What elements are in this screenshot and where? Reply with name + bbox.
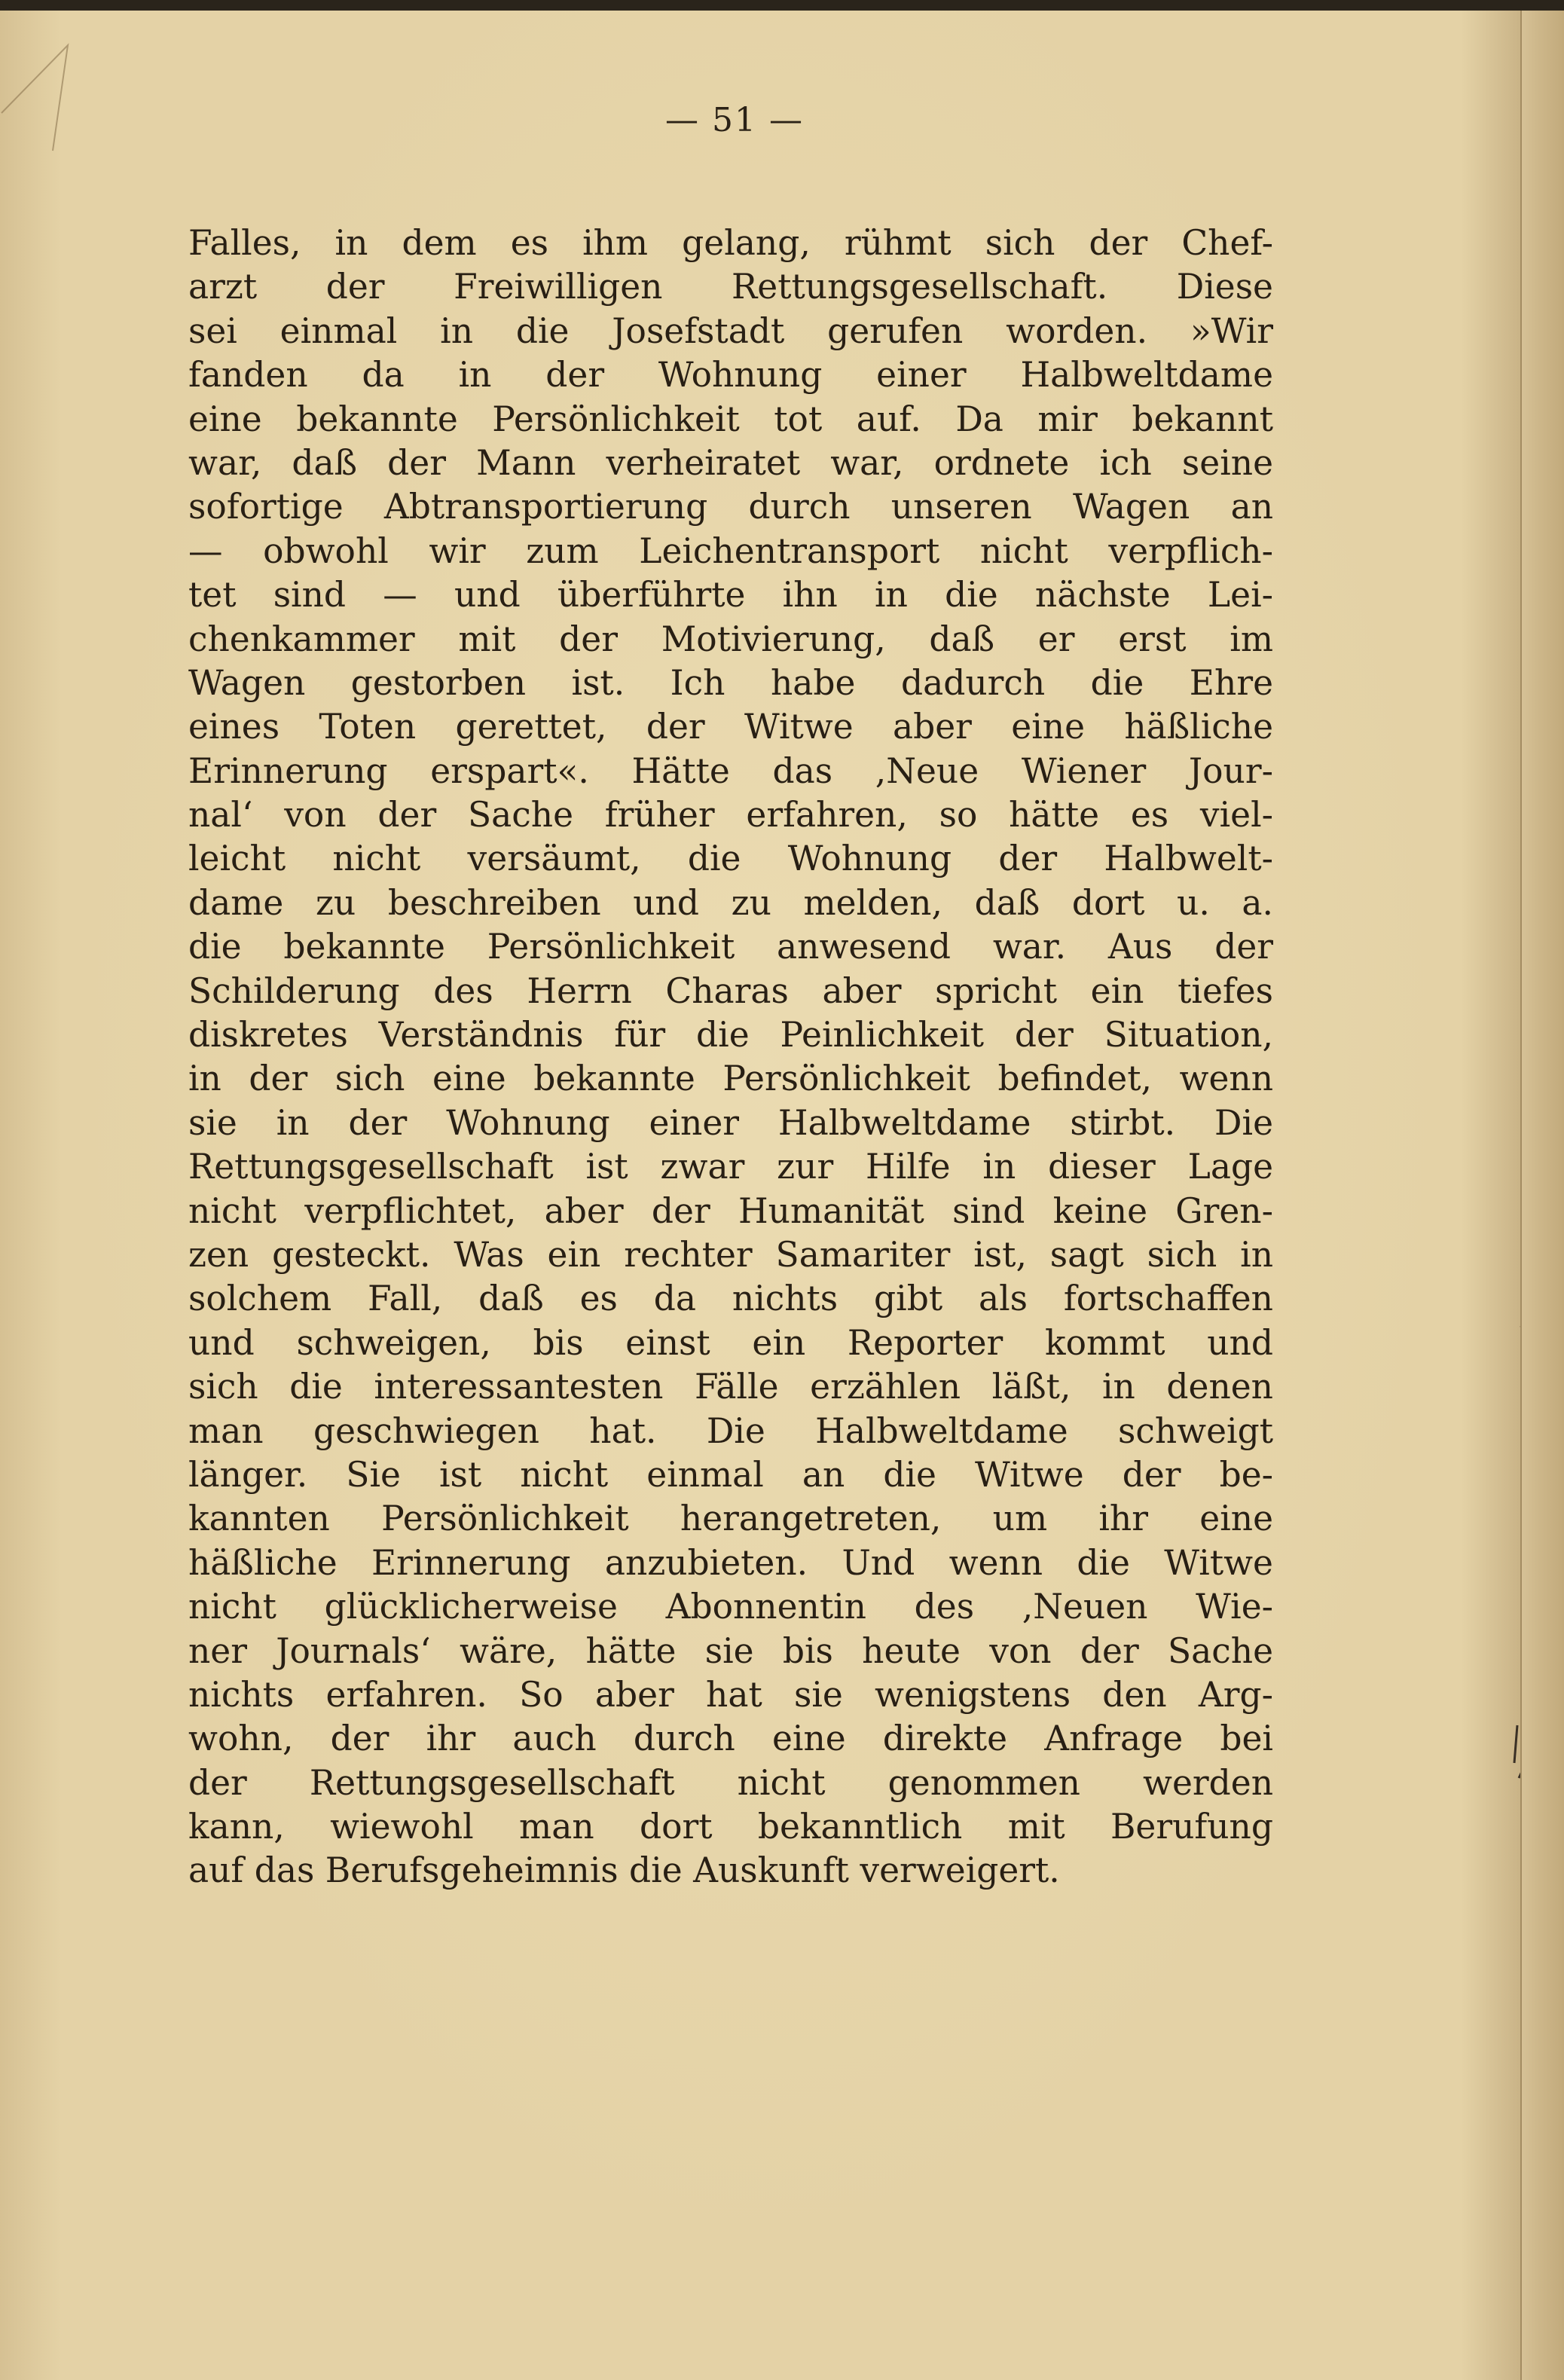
margin-pencil-mark-3 — [1507, 1710, 1522, 2102]
text-line: wohn, der ihr auch durch eine direkte Anfrage bei — [188, 1719, 1273, 1759]
text-line: solchem Fall, daß es da nichts gibt als fortschaffen — [188, 1279, 1273, 1319]
top-border — [0, 0, 1564, 11]
text-line: nal‘ von der Sache früher erfahren, so hätte es viel- — [188, 795, 1273, 836]
text-line: man geschwiegen hat. Die Halbweltdame schweigt — [188, 1410, 1273, 1451]
text-line: zen gesteckt. Was ein rechter Samariter ist, sagt sich in — [188, 1234, 1273, 1275]
text-line: nicht verpflichtet, aber der Humanität sind keine Gren- — [188, 1190, 1273, 1231]
text-line: länger. Sie ist nicht einmal an die Witwe der be- — [188, 1454, 1273, 1495]
text-line: Rettungsgesellschaft ist zwar zur Hilfe in dieser Lage — [188, 1147, 1273, 1187]
text-line: eine bekannte Persönlichkeit tot auf. Da mir bekannt — [188, 399, 1273, 439]
text-line: in der sich eine bekannte Persönlichkeit befindet, wenn — [188, 1059, 1273, 1099]
text-line: — obwohl wir zum Leichentransport nicht verpflich- — [188, 530, 1273, 571]
page-edge — [1520, 0, 1564, 2380]
text-line: Wagen gestorben ist. Ich habe dadurch die Ehre — [188, 662, 1273, 703]
text-line: dame zu beschreiben und zu melden, daß dort u. a. — [188, 882, 1273, 923]
text-line: war, daß der Mann verheiratet war, ordnete ich seine — [188, 442, 1273, 483]
text-line: diskretes Verständnis für die Peinlichkeit der Situation, — [188, 1015, 1273, 1056]
text-line: sei einmal in die Josefstadt gerufen worden. »Wir — [188, 310, 1273, 351]
folded-corner-mark — [0, 0, 83, 166]
text-line: Schilderung des Herrn Charas aber spricht ein tiefes — [188, 970, 1273, 1011]
text-line: nichts erfahren. So aber hat sie wenigstens den Arg- — [188, 1674, 1273, 1715]
text-line: nicht glücklicherweise Abonnentin des ,Neuen Wie- — [188, 1587, 1273, 1627]
body-text — [188, 222, 1273, 1893]
text-line: tet sind — und überführte ihn in die nächste Lei- — [188, 575, 1273, 616]
text-line: Falles, in dem es ihm gelang, rühmt sich der Chef- — [188, 223, 1273, 263]
text-line: ner Journals‘ wäre, hätte sie bis heute von der Sache — [188, 1630, 1273, 1671]
text-line: sie in der Wohnung einer Halbweltdame stirbt. Die — [188, 1102, 1273, 1143]
text-line: auf das Berufsgeheimnis die Auskunft verweigert. — [188, 1850, 1060, 1891]
text-line: leicht nicht versäumt, die Wohnung der Halbwelt- — [188, 839, 1273, 879]
text-line: und schweigen, bis einst ein Reporter kommt und — [188, 1322, 1273, 1363]
text-line: eines Toten gerettet, der Witwe aber eine häßliche — [188, 707, 1273, 747]
text-line: kannten Persönlichkeit herangetreten, um ihr eine — [188, 1499, 1273, 1539]
text-line: fanden da in der Wohnung einer Halbweltdame — [188, 355, 1273, 396]
text-line: chenkammer mit der Motivierung, daß er erst im — [188, 619, 1273, 659]
text-line: sofortige Abtransportierung durch unseren Wagen an — [188, 487, 1273, 527]
text-line: sich die interessantesten Fälle erzählen läßt, in denen — [188, 1367, 1273, 1407]
text-line: Erinnerung erspart«. Hätte das ,Neue Wiener Jour- — [188, 750, 1273, 791]
text-line: kann, wiewohl man dort bekanntlich mit Berufung — [188, 1807, 1273, 1847]
text-line: häßliche Erinnerung anzubieten. Und wenn die Witwe — [188, 1542, 1273, 1583]
text-line: der Rettungsgesellschaft nicht genommen werden — [188, 1762, 1273, 1803]
page-number: — 51 — — [665, 101, 804, 139]
text-line: arzt der Freiwilligen Rettungsgesellschaft. Diese — [188, 267, 1273, 307]
text-line: die bekannte Persönlichkeit anwesend war. Aus der — [188, 927, 1273, 967]
